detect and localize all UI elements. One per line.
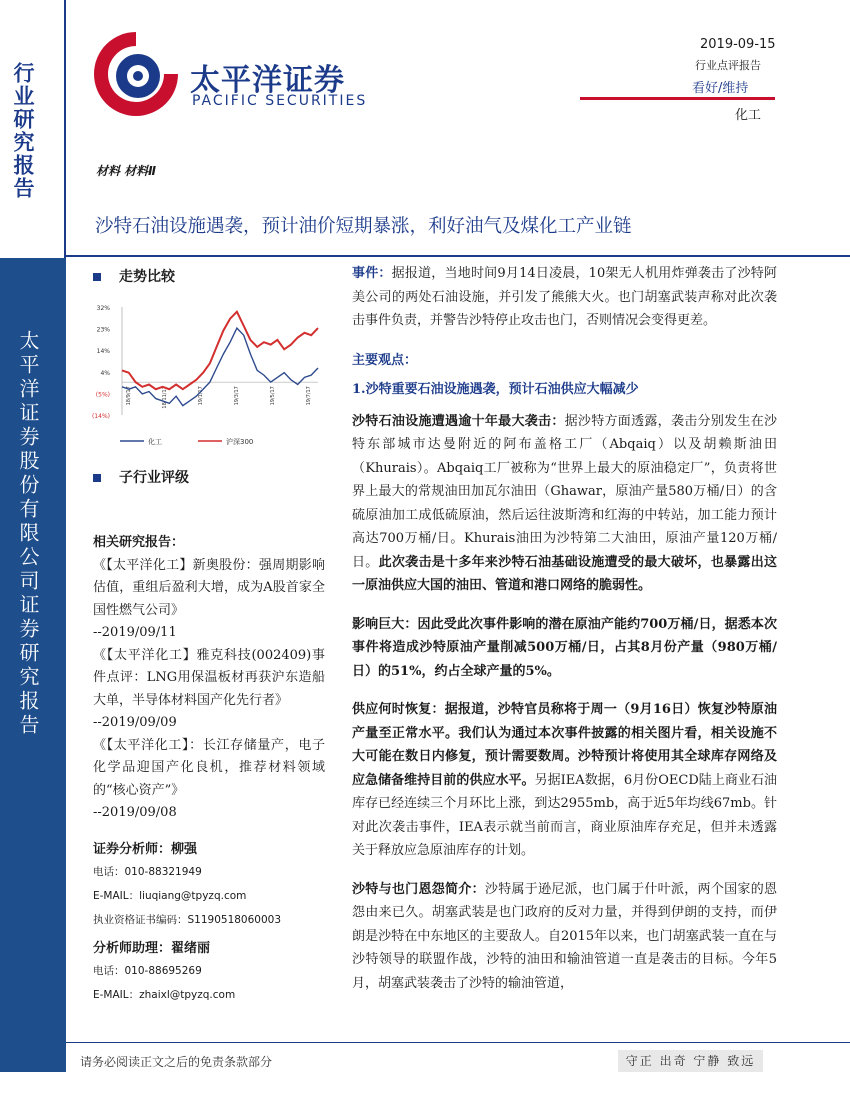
assistant-role: 分析师助理： <box>93 941 172 956</box>
p4-text: 沙特属于逊尼派，也门属于什叶派，两个国家的恩怨由来已久。胡塞武装是也门政府的反对力量，并得到伊朗的支持，而伊朗是沙特在中东地区的主要敌人。自2015年以来，也门胡塞武装一直在与沙特领导的联盟作战，沙特的油田和输油管道一直是袭击的目标。今年5月，胡塞武装袭击了沙特的输油管道， <box>352 881 777 991</box>
analyst-license: 执业资格证书编码：S1190518060003 <box>93 914 282 926</box>
logo-text-chinese: 太平洋证券 <box>190 63 345 98</box>
x-tick-label: 18/11/17 <box>162 386 168 409</box>
square-bullet-icon <box>93 273 101 281</box>
p3-label: 供应何时恢复： <box>352 702 445 717</box>
main-points-heading: 主要观点： <box>352 352 418 368</box>
analyst-name: 柳强 <box>171 842 198 857</box>
trend-section-heading <box>93 266 175 286</box>
related-report-item[interactable]: 《【太平洋化工】：长江存储量产，电子化学品迎国产化良机，推荐材料领域的“核心资产”》 <box>93 737 325 798</box>
p3-paragraph <box>352 698 777 863</box>
p3-text: 另据IEA数据，6月份OECD陆上商业石油库存已经连续三个月环比上涨，到达2955mb，高于近5年均线67mb。针对此次袭击事件，IEA表示就当前而言，商业原油库存充足，但并未透露关于释放应急原油库存的计划。 <box>352 772 777 858</box>
report-body <box>352 262 777 1010</box>
related-report-item[interactable]: 《【太平洋化工】雅克科技(002409)事件点评：LNG用保温板材再获沪东造船大单，半导体材料国产化先行者》 <box>93 647 325 708</box>
report-category-label: 行业研究报告 <box>11 62 36 200</box>
assistant-title <box>93 937 325 956</box>
report-title: 沙特石油设施遇袭，预计油价短期暴涨，利好油气及煤化工产业链 <box>95 216 632 237</box>
legend-label: 化工 <box>148 438 162 446</box>
p1-paragraph <box>352 410 777 598</box>
industry-name: 化工 <box>735 108 762 123</box>
related-reports <box>93 532 325 825</box>
sub-rating-heading <box>93 467 189 487</box>
legend-label: 沪深300 <box>226 438 254 446</box>
p2-paragraph <box>352 613 777 684</box>
assistant-name: 翟绪丽 <box>171 941 211 956</box>
p4-paragraph <box>352 878 777 996</box>
p4-label: 沙特与也门恩怨简介： <box>352 881 485 897</box>
analyst-title <box>93 838 325 857</box>
p2-label: 影响巨大： <box>352 616 418 632</box>
report-date: 2019-09-15 <box>700 37 776 52</box>
x-tick-label: 19/5/17 <box>270 386 276 406</box>
p3-bold: 据报道，沙特官员称将于周一（9月16日）恢复沙特原油产量至正常水平。我们认为通过本次事件披露的相关图片看，相关设施不大可能在数日内修复，预计需要数周。沙特预计将使用其全球库存网络及应急储备维持目前的供应水平。 <box>352 702 777 788</box>
p2-bold: 因此受此次事件影响的潜在原油产能约700万桶/日，据悉本次事件将造成沙特原油产量削减500万桶/日，占其8月份产量（980万桶/日）的51%，约占全球产量的5%。 <box>352 616 777 679</box>
related-report-date: --2019/09/11 <box>93 625 177 640</box>
point1-heading: 1.沙特重要石油设施遇袭，预计石油供应大幅减少 <box>352 382 639 397</box>
footer-divider <box>66 1042 850 1043</box>
report-type: 行业点评报告 <box>695 59 761 72</box>
y-tick-label: (14%) <box>91 413 110 420</box>
p1-label: 沙特石油设施遭遇逾十年最大袭击： <box>352 413 565 429</box>
company-motto: 守正 出奇 宁静 致远 <box>618 1050 763 1072</box>
event-text: 据报道，当地时间9月14日凌晨，10架无人机用炸弹袭击了沙特阿美公司的两处石油设施，并引发了熊熊大火。也门胡塞武装声称对此次袭击事件负责，并警告沙特停止攻击也门，否则情况会变得更差。 <box>352 266 777 328</box>
x-tick-label: 18/9/17 <box>126 386 132 406</box>
related-report-item[interactable]: 《【太平洋化工】新奥股份：强周期影响估值，重组后盈利大增，成为A股首家全国性燃气公司》 <box>93 557 325 618</box>
assistant-phone: 电话：010-88695269 <box>93 965 202 977</box>
p1-bold: 此次袭击是十多年来沙特石油基础设施遭受的最大破坏，也暴露出这一原油供应大国的油田、管道和港口网络的脆弱性。 <box>352 554 777 593</box>
y-tick-label: 14% <box>96 348 110 356</box>
related-report-date: --2019/09/09 <box>93 715 177 730</box>
related-report-date: --2019/09/08 <box>93 805 177 820</box>
analyst-phone: 电话：010-88321949 <box>93 866 202 878</box>
analyst-role: 证券分析师： <box>93 842 172 857</box>
logo-text-english: PACIFIC SECURITIES <box>192 93 368 109</box>
x-tick-label: 19/1/17 <box>198 386 204 406</box>
pacific-securities-logo <box>86 24 186 124</box>
y-tick-label: 23% <box>96 326 110 334</box>
event-paragraph <box>352 262 777 333</box>
x-tick-label: 19/7/17 <box>306 386 312 406</box>
sector-label: 材料 材料Ⅱ <box>96 164 157 178</box>
trend-chart <box>90 295 325 455</box>
sub-rating-heading-text: 子行业评级 <box>119 470 189 486</box>
p1-text: 据沙特方面透露，袭击分别发生在沙特东部城市达曼附近的阿布盖格工厂（Abqaiq）以及胡赖斯油田（Khurais）。Abqaiq工厂被称为“世界上最大的原油稳定厂”，负责将世界上最大的常规油田加瓦尔油田（Ghawar，原油产量580万桶/日）的含硫原油加工成低硫原油，然后运往波斯湾和红海的中转站，加工能力预计高达700万桶/日。Khurais油田为沙特第二大油田，原油产量120万桶/日。 <box>352 413 777 570</box>
analyst-block <box>93 838 325 1002</box>
trend-heading-text: 走势比较 <box>119 269 175 285</box>
company-vertical-label: 太平洋证券股份有限公司证券研究报告 <box>16 330 40 738</box>
title-divider <box>66 255 850 257</box>
industry-rating: 看好/维持 <box>692 81 749 96</box>
analyst-email[interactable]: E-MAIL：liuqiang@tpyzq.com <box>93 890 247 902</box>
disclaimer-notice: 请务必阅读正文之后的免责条款部分 <box>80 1055 273 1069</box>
square-bullet-icon <box>93 474 101 482</box>
y-tick-label: 32% <box>96 305 110 312</box>
assistant-email[interactable]: E-MAIL：zhaixl@tpyzq.com <box>93 989 236 1001</box>
event-label: 事件： <box>352 266 392 281</box>
header-red-rule <box>580 97 775 100</box>
y-tick-label: (5%) <box>95 391 110 399</box>
x-tick-label: 19/3/17 <box>234 386 240 406</box>
y-tick-label: 4% <box>100 369 110 377</box>
related-reports-heading: 相关研究报告： <box>93 535 185 550</box>
